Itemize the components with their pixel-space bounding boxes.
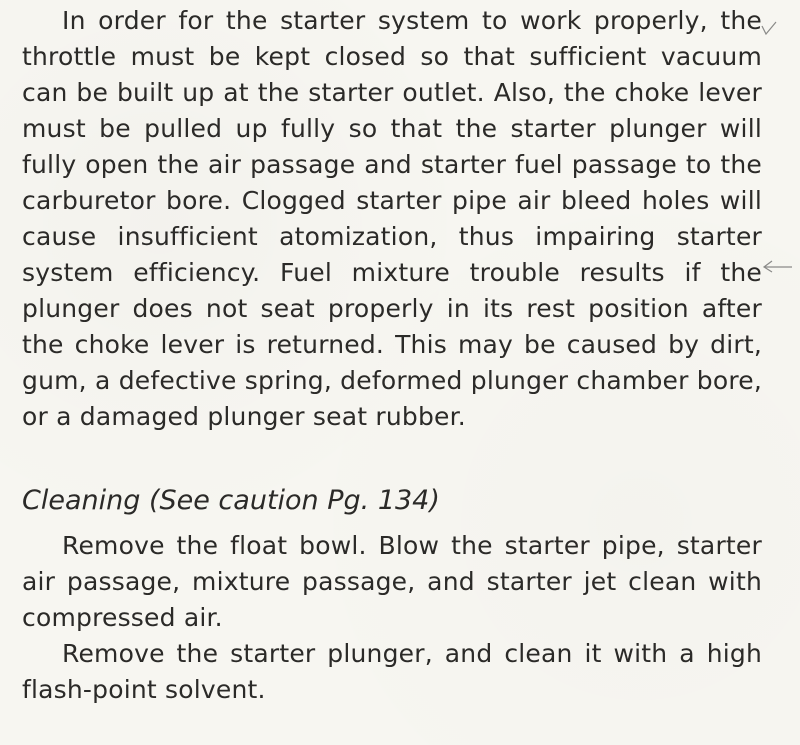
cleaning-heading: Cleaning (See caution Pg. 134): [22, 485, 440, 516]
cleaning-paragraph-1: Remove the float bowl. Blow the starter pipe, starter air passage, mixture passage, and starter jet clean with compressed air.: [22, 531, 762, 632]
margin-checkmark-icon: [760, 18, 790, 40]
starter-system-paragraph: In order for the starter system to work properly, the throttle must be kept closed so that sufficient vacuum can be built up at the starter outlet. Also, the choke lever must be pulled up fully so that the starter plunger will fully open the air passage and starter fuel passage to the carburetor bore. Clogged starter pipe air bleed holes will cause insufficient atomization, thus impairing starter system efficiency. Fuel mixture trouble results if the plunger does not seat properly in its rest position after the choke lever is returned. This may be caused by dirt, gum, a defective spring, deformed plunger chamber bore, or a damaged plunger seat rubber.: [22, 6, 762, 431]
cleaning-paragraph-2: Remove the starter plunger, and clean it with a high flash-point solvent.: [22, 639, 762, 704]
margin-arrow-icon: [760, 255, 794, 275]
